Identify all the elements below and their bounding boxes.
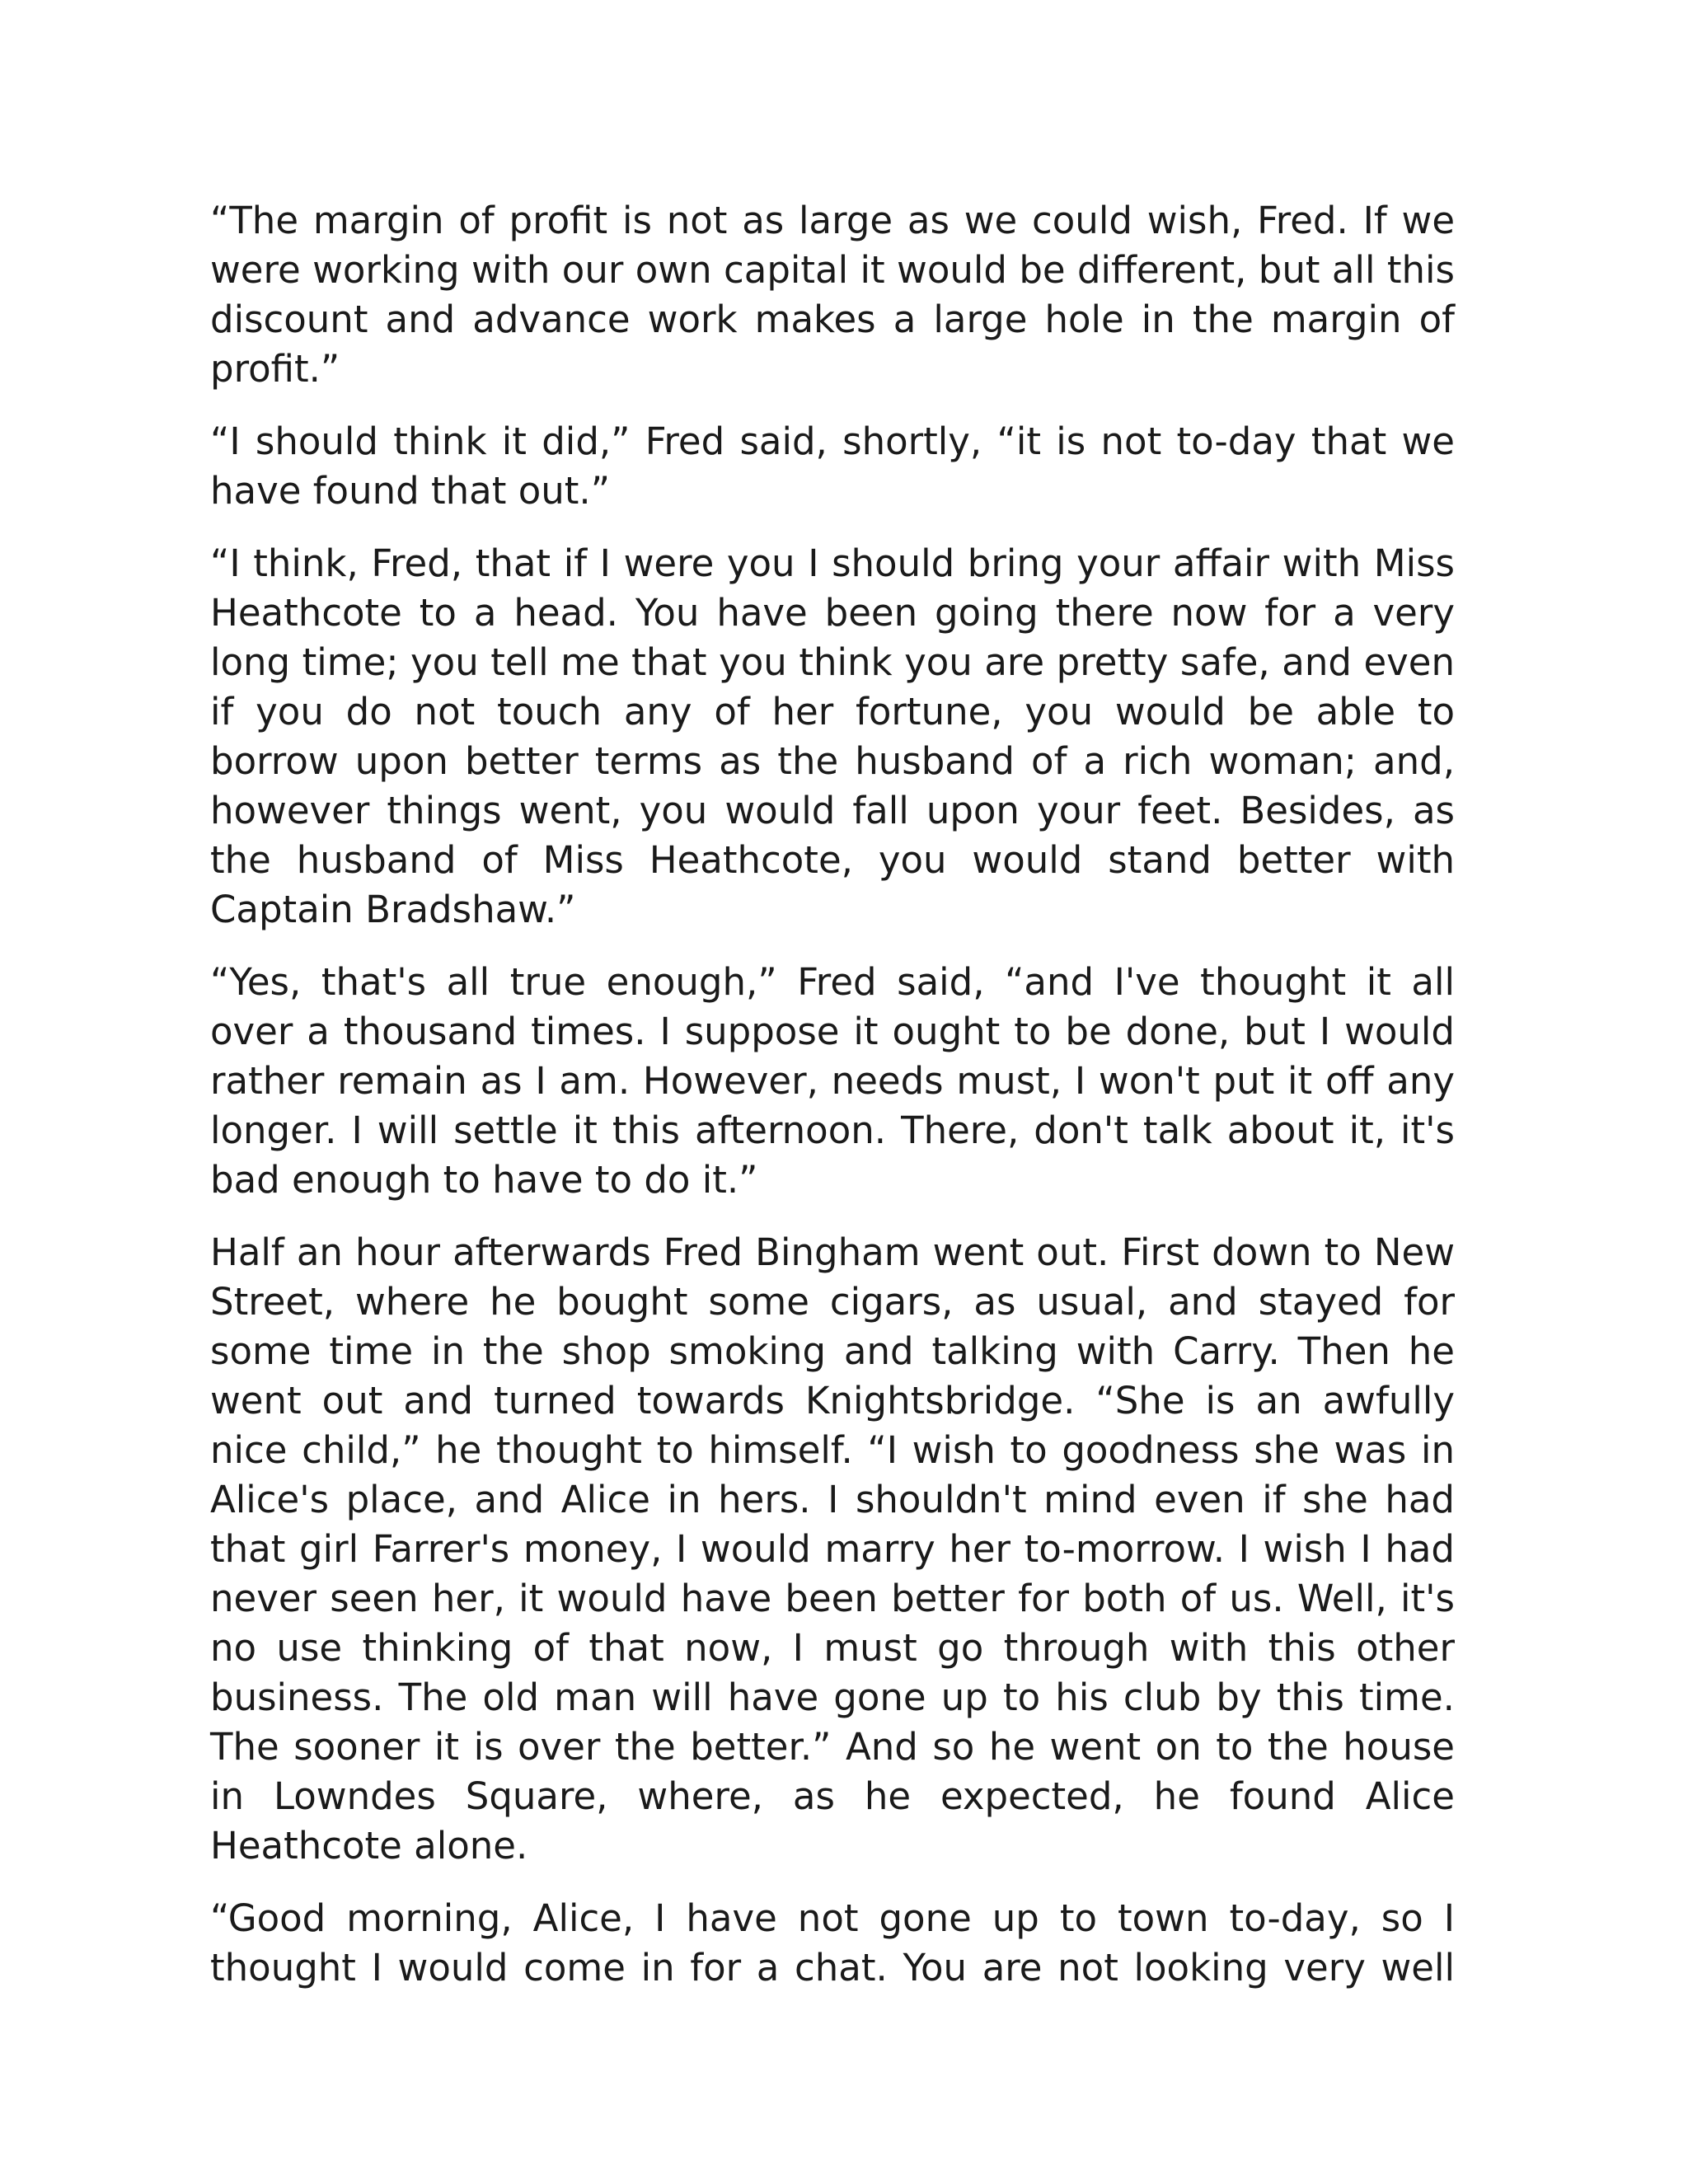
paragraph-fred-goes-out: Half an hour afterwards Fred Bingham went out. First down to New Street, where he bought some cigars, as usual, and stayed for some time in the shop smoking and talking with Carry. Then he went out and turned towards Knightsbridge. “She is an awfully nice child,” he thought to himself. “I wish to goodness she was in Alice's place, and Alice in hers. I shouldn't mind even if she had that girl Farrer's money, I would marry her to-morrow. I wish I had never seen her, it would have been better for both of us. Well, it's no use thinking of that now, I must go through with this other business. The old man will have gone up to his club by this time. The sooner it is over the better.” And so he went on to the house in Lowndes Square, where, as he expected, he found Alice Heathcote alone. bbox=[210, 1230, 1455, 1868]
paragraph-fred-agrees: “Yes, that's all true enough,” Fred said, “and I've thought it all over a thousand times. I suppose it ought to be done, but I would rather remain as I am. However, needs must, I won't put it off any longer. I will settle it this afternoon. There, don't talk about it, it's bad enough to have to do it.” bbox=[210, 960, 1455, 1202]
paragraph-miss-heathcote-advice: “I think, Fred, that if I were you I should bring your affair with Miss Heathcote to a head. You have been going there now for a very long time; you tell me that you think you are pretty safe, and even if you do not touch any of her fortune, you would be able to borrow upon better terms as the husband of a rich woman; and, however things went, you would fall upon your feet. Besides, as the husband of Miss Heathcote, you would stand better with Captain Bradshaw.” bbox=[210, 541, 1455, 931]
paragraph-fred-reply: “I should think it did,” Fred said, shortly, “it is not to-day that we have found that out.” bbox=[210, 419, 1455, 513]
paragraph-good-morning-alice: “Good morning, Alice, I have not gone up to town to-day, so I thought I would come in for a chat. You are not looking very well bbox=[210, 1896, 1455, 1990]
body-text bbox=[210, 196, 1455, 1993]
paragraph-margin-of-profit: “The margin of profit is not as large as we could wish, Fred. If we were working with our own capital it would be different, but all this discount and advance work makes a large hole in the margin of profit.” bbox=[210, 199, 1455, 391]
